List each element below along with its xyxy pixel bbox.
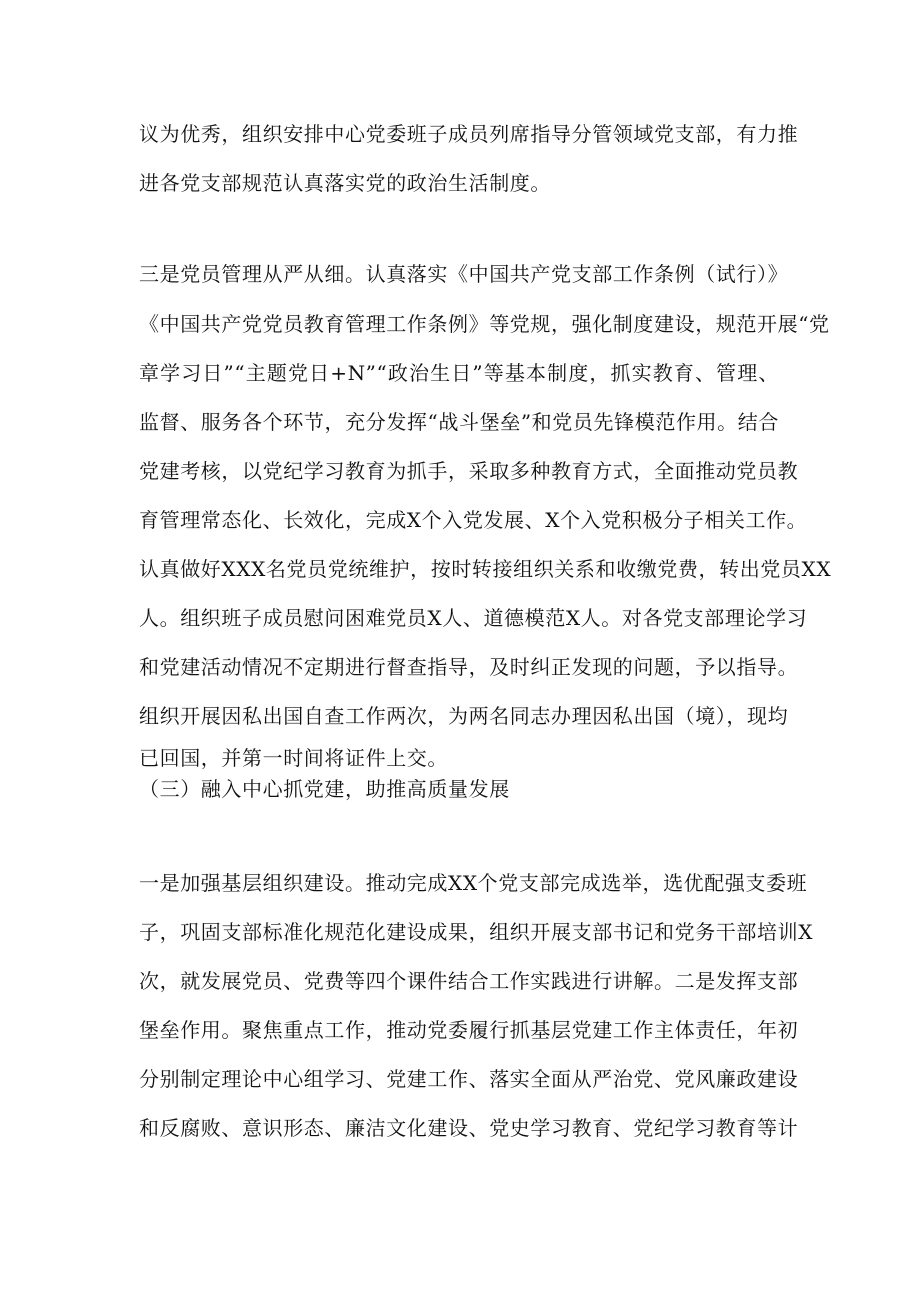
paragraph-3-line-5: 分别制定理论中心组学习、党建工作、落实全面从严治党、党风廉政建设: [139, 1067, 799, 1091]
paragraph-3-line-1: 一是加强基层组织建设。推动完成XX个党支部完成选举，选优配强支委班: [139, 871, 808, 895]
paragraph-1-line-2: 进各党支部规范认真落实党的政治生活制度。: [139, 171, 551, 195]
paragraph-2-line-8: 人。组织班子成员慰问困难党员X人、道德模范X人。对各党支部理论学习: [139, 606, 808, 630]
paragraph-2-line-2: 《中国共产党党员教育管理工作条例》等党规，强化制度建设，规范开展“党: [139, 312, 830, 336]
paragraph-2-line-7: 认真做好XXX名党员党统维护，按时转接组织关系和收缴党费，转出党员XX: [139, 557, 832, 581]
paragraph-2-line-1: 三是党员管理从严从细。认真落实《中国共产党支部工作条例（试行）》: [139, 262, 789, 286]
paragraph-3-line-2: 子，巩固支部标准化规范化建设成果，组织开展支部书记和党务干部培训X: [139, 920, 814, 944]
paragraph-3-line-4: 堡垒作用。聚焦重点工作，推动党委履行抓基层党建工作主体责任，年初: [139, 1018, 799, 1042]
paragraph-2-line-6: 育管理常态化、长效化，完成X个入党发展、X个入党积极分子相关工作。: [139, 508, 808, 532]
paragraph-2-line-9: 和党建活动情况不定期进行督查指导，及时纠正发现的问题，予以指导。: [139, 655, 799, 679]
paragraph-3-line-3: 次，就发展党员、党费等四个课件结合工作实践进行讲解。二是发挥支部: [139, 969, 799, 993]
paragraph-3-line-6: 和反腐败、意识形态、廉洁文化建设、党史学习教育、党纪学习教育等计: [139, 1116, 799, 1140]
paragraph-2-line-10: 组织开展因私出国自查工作两次，为两名同志办理因私出国（境），现均: [139, 704, 789, 728]
paragraph-2-line-4: 监督、服务各个环节，充分发挥“战斗堡垒”和党员先锋模范作用。结合: [139, 410, 779, 434]
paragraph-2-line-5: 党建考核，以党纪学习教育为抓手，采取多种教育方式，全面推动党员教: [139, 459, 799, 483]
section-heading: （三）融入中心抓党建，助推高质量发展: [139, 777, 510, 801]
paragraph-1-line-1: 议为优秀，组织安排中心党委班子成员列席指导分管领域党支部，有力推: [139, 122, 799, 146]
paragraph-2-line-3: 章学习日”“主题党日+N”“政治生日”等基本制度，抓实教育、管理、: [139, 361, 779, 385]
paragraph-2-line-11: 已回国，并第一时间将证件上交。: [139, 746, 448, 770]
